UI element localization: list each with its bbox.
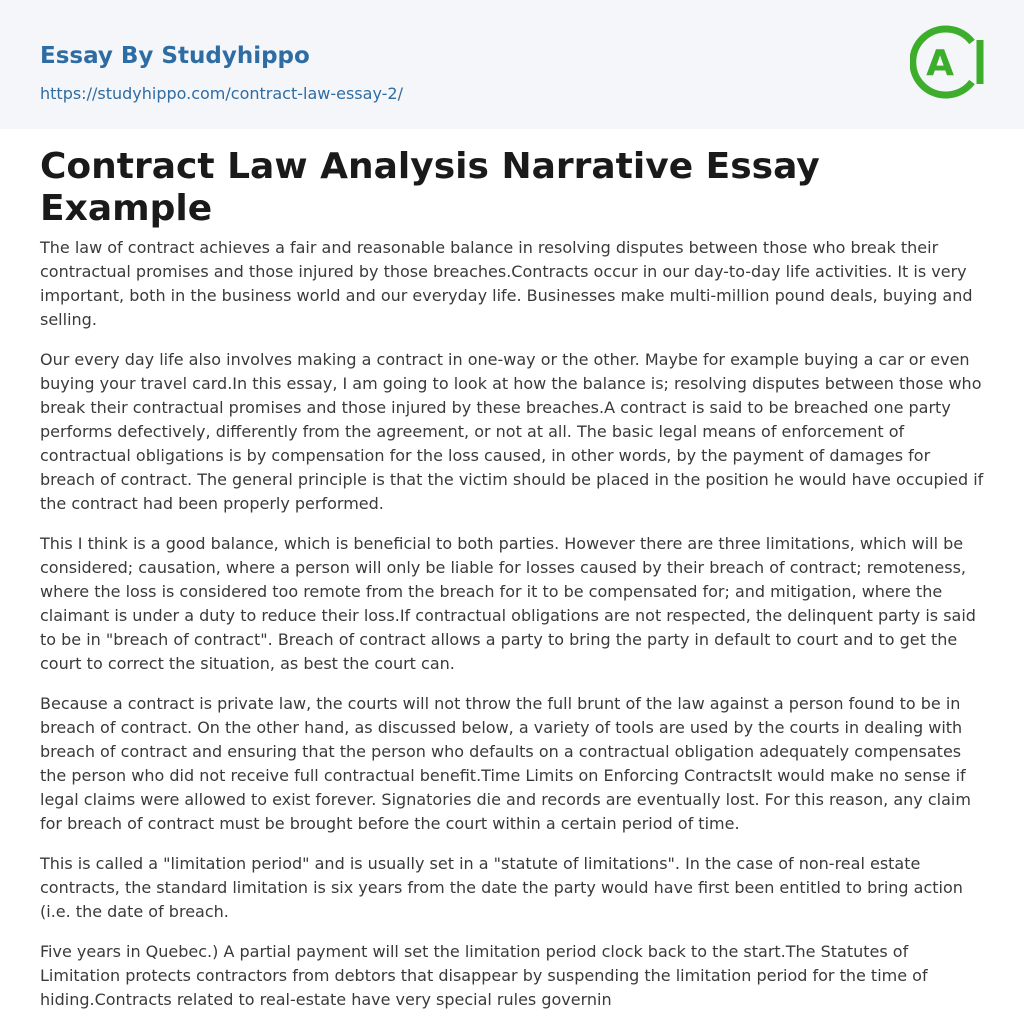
article-paragraph: The law of contract achieves a fair and reasonable balance in resolving disputes between those who break their contractual promises and those injured by those breaches.Contracts occur in our day-to-day life activities. It is very important, both in the business world and our everyday life. Businesses make multi-million pound deals, buying and selling.	[40, 238, 973, 329]
studyhippo-logo-icon[interactable]	[910, 18, 986, 106]
article-paragraph: This is called a "limitation period" and is usually set in a "statute of limitations". In the case of non-real estate contracts, the standard limitation is six years from the date the party would have first been entitled to bring action (i.e. the date of breach.	[40, 854, 963, 921]
site-header	[0, 0, 1024, 129]
article-paragraph: Five years in Quebec.) A partial payment will set the limitation period clock back to the start.The Statutes of Limitation protects contractors from debtors that disappear by suspending the limitation period for the time of hiding.Contracts related to real-estate have very special rules governin	[40, 942, 928, 1009]
article-paragraph: This I think is a good balance, which is beneficial to both parties. However there are three limitations, which will be considered; causation, where a person will only be liable for losses caused by their breach of contract; remoteness, where the loss is considered too remote from the breach for it to be compensated for; and mitigation, where the claimant is under a duty to reduce their loss.If contractual obligations are not respected, the delinquent party is said to be in "breach of contract". Breach of contract allows a party to bring the party in default to court and to get the court to correct the situation, as best the court can.	[40, 534, 976, 673]
article-body	[40, 236, 984, 1012]
article-paragraph: Because a contract is private law, the courts will not throw the full brunt of the law against a person found to be in breach of contract. On the other hand, as discussed below, a variety of tools are used by the courts in dealing with breach of contract and ensuring that the person who defaults on a contractual obligation adequately compensates the person who did not receive full contractual benefit.Time Limits on Enforcing ContractsIt would make no sense if legal claims were allowed to exist forever. Signatories die and records are eventually lost. For this reason, any claim for breach of contract must be brought before the court within a certain period of time.	[40, 694, 971, 833]
logo-letter: A	[926, 43, 954, 84]
article-paragraph: Our every day life also involves making a contract in one-way or the other. Maybe for example buying a car or even buying your travel card.In this essay, I am going to look at how the balance is; resolving disputes between those who break their contractual promises and those injured by these breaches.A contract is said to be breached one party performs defectively, differently from the agreement, or not at all. The basic legal means of enforcement of contractual obligations is by compensation for the loss caused, in other words, by the payment of damages for breach of contract. The general principle is that the victim should be placed in the position he would have occupied if the contract had been properly performed.	[40, 350, 984, 513]
page-title: Contract Law Analysis Narrative Essay Example	[40, 146, 820, 229]
page-url-link[interactable]: https://studyhippo.com/contract-law-essay-2/	[40, 84, 403, 103]
article	[0, 129, 1024, 1012]
site-brand[interactable]: Essay By Studyhippo	[40, 43, 310, 69]
